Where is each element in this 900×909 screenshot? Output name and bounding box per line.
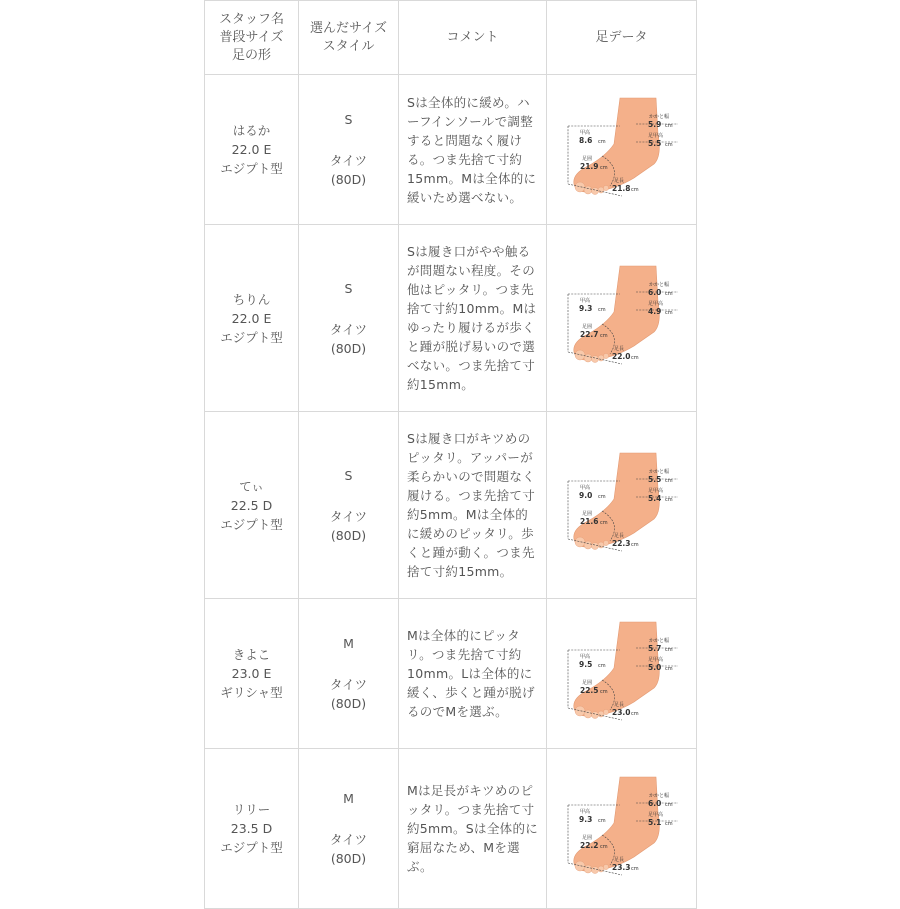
- comment-cell: Mは全体的にピッタリ。つま先捨て寸約10mm。Lは全体的に緩く、歩くと踵が脱げるのでMを選ぶ。: [399, 599, 547, 749]
- heel-unit: cm: [664, 122, 673, 129]
- heel-value: 6.0: [647, 798, 661, 808]
- style-denier: (80D): [330, 527, 367, 543]
- style-cell: [299, 749, 399, 909]
- height-value: 9.5: [578, 659, 592, 669]
- style-item: タイツ: [329, 508, 368, 524]
- heel-unit: cm: [664, 801, 673, 808]
- comment-cell: Sは履き口がやや触るが問題ない程度。その他はピッタリ。つま先捨て寸約10mm。Mはゆったり履けるが歩くと踵が脱げ易いので選べない。つま先捨て寸約15mm。: [399, 225, 547, 412]
- heel-unit: cm: [664, 291, 673, 297]
- instep-label: 足甲高: [647, 132, 663, 139]
- toe-mark: [603, 540, 608, 545]
- instep-label: 足甲高: [647, 811, 663, 818]
- table-row: [205, 225, 697, 412]
- toe-mark: [584, 541, 592, 549]
- comment-cell: Sは全体的に緩め。ハーフインソールで調整すると問題なく履ける。つま先捨て寸約15mm。Mは全体的に緩いため選べない。: [399, 75, 547, 225]
- header-style: [299, 1, 399, 75]
- header-staff-line: スタッフ名: [218, 11, 284, 27]
- length-label: 足長: [613, 177, 624, 184]
- toe-mark: [591, 543, 598, 550]
- style-denier: (80D): [330, 172, 367, 187]
- girth-unit: cm: [599, 164, 608, 171]
- toe-mark: [575, 350, 585, 360]
- header-staff: [205, 1, 299, 75]
- height-label: 甲高: [579, 129, 590, 136]
- toe-mark: [603, 353, 608, 358]
- instep-label: 足甲高: [647, 488, 663, 494]
- style-cell: [299, 599, 399, 749]
- height-label: 甲高: [579, 808, 590, 815]
- foot-diagram: [562, 262, 682, 374]
- toe-mark: [603, 709, 608, 714]
- girth-value: 21.6: [579, 517, 599, 526]
- staff-size: 22.0 E: [231, 142, 272, 157]
- length-label: 足長: [613, 533, 624, 539]
- length-unit: cm: [630, 542, 639, 548]
- instep-unit: cm: [664, 665, 673, 672]
- size-review-table-wrap: [204, 0, 696, 900]
- girth-unit: cm: [599, 688, 608, 695]
- staff-shape: エジプト型: [220, 840, 283, 855]
- height-unit: cm: [597, 494, 606, 500]
- toe-mark: [575, 182, 585, 192]
- staff-name: はるか: [232, 123, 271, 138]
- foot-diagram: [562, 94, 682, 206]
- length-value: 21.8: [611, 183, 631, 193]
- staff-cell: [205, 412, 299, 599]
- girth-label: 足囲: [581, 834, 592, 841]
- heel-label: かかと幅: [648, 282, 669, 288]
- staff-cell: [205, 599, 299, 749]
- style-denier: (80D): [330, 851, 367, 866]
- girth-unit: cm: [599, 843, 608, 850]
- staff-cell: [205, 75, 299, 225]
- table-row: [205, 75, 697, 225]
- comment-cell: Sは履き口がキツめのピッタリ。アッパーが柔らかいので問題なく履ける。つま先捨て寸約5mm。Mは全体的に緩めのピッタリ。歩くと踵が動く。つま先捨て寸約15mm。: [399, 412, 547, 599]
- chosen-size: S: [344, 112, 353, 127]
- style-item: タイツ: [329, 832, 368, 847]
- foot-diagram: [562, 449, 682, 561]
- header-foot-data: 足データ: [547, 1, 697, 75]
- instep-unit: cm: [664, 497, 673, 503]
- instep-value: 5.1: [647, 817, 661, 827]
- height-value: 9.3: [578, 814, 592, 824]
- heel-unit: cm: [664, 478, 673, 484]
- staff-name: きよこ: [232, 647, 271, 662]
- instep-value: 5.5: [647, 138, 661, 148]
- girth-unit: cm: [599, 333, 608, 339]
- heel-value: 5.9: [647, 119, 661, 129]
- toe-mark: [603, 864, 608, 869]
- length-value: 23.0: [611, 707, 631, 717]
- foot-data-cell: [547, 75, 697, 225]
- length-unit: cm: [630, 355, 639, 361]
- staff-shape: エジプト型: [220, 329, 283, 345]
- heel-label: かかと幅: [648, 637, 669, 644]
- foot-data-cell: [547, 749, 697, 909]
- table-row: [205, 599, 697, 749]
- girth-label: 足囲: [581, 155, 592, 162]
- height-value: 9.0: [578, 491, 592, 500]
- heel-label: かかと幅: [648, 469, 669, 475]
- staff-size: 22.0 E: [231, 310, 272, 326]
- staff-name: ちりん: [232, 291, 271, 307]
- comment-cell: Mは足長がキツめのピッタリ。つま先捨て寸約5mm。Sは全体的に窮屈なため、Mを選ぶ。: [399, 749, 547, 909]
- height-unit: cm: [597, 817, 606, 824]
- height-unit: cm: [597, 138, 606, 145]
- foot-data-cell: [547, 412, 697, 599]
- toe-mark: [584, 186, 592, 194]
- header-style-line: スタイル: [322, 38, 375, 54]
- instep-value: 4.9: [647, 307, 661, 316]
- instep-label: 足甲高: [647, 301, 663, 307]
- height-label: 甲高: [579, 653, 590, 660]
- heel-value: 6.0: [647, 288, 661, 297]
- length-value: 22.3: [611, 539, 631, 548]
- style-cell: [299, 75, 399, 225]
- staff-size: 23.0 E: [231, 666, 272, 681]
- staff-shape: エジプト型: [220, 161, 283, 176]
- header-comment: コメント: [399, 1, 547, 75]
- girth-label: 足囲: [581, 679, 592, 686]
- length-unit: cm: [630, 865, 639, 872]
- header-style-line: 選んだサイズ: [310, 20, 387, 36]
- instep-value: 5.4: [647, 494, 661, 503]
- staff-name: リリー: [232, 802, 271, 817]
- toe-mark: [591, 711, 598, 718]
- heel-label: かかと幅: [648, 113, 669, 120]
- girth-value: 21.9: [579, 161, 599, 171]
- style-item: タイツ: [329, 153, 368, 168]
- staff-shape: エジプト型: [220, 516, 283, 532]
- style-item: タイツ: [329, 321, 368, 337]
- length-unit: cm: [630, 710, 639, 717]
- size-review-table: [204, 0, 697, 909]
- table-row: [205, 412, 697, 599]
- girth-value: 22.2: [579, 840, 599, 850]
- heel-value: 5.5: [647, 475, 661, 484]
- toe-mark: [584, 354, 592, 362]
- heel-label: かかと幅: [648, 792, 669, 799]
- girth-label: 足囲: [581, 324, 592, 330]
- toe-mark: [584, 865, 592, 873]
- staff-shape: ギリシャ型: [220, 685, 283, 700]
- instep-unit: cm: [664, 141, 673, 148]
- staff-size: 22.5 D: [230, 497, 273, 513]
- girth-value: 22.5: [579, 685, 599, 695]
- toe-mark: [591, 866, 598, 873]
- foot-data-cell: [547, 225, 697, 412]
- header-staff-line: 足の形: [231, 47, 271, 63]
- chosen-size: S: [344, 280, 353, 296]
- heel-value: 5.7: [647, 643, 661, 653]
- girth-label: 足囲: [581, 511, 592, 517]
- foot-data-cell: [547, 599, 697, 749]
- style-cell: [299, 412, 399, 599]
- height-value: 8.6: [578, 135, 592, 145]
- length-label: 足長: [613, 346, 624, 352]
- staff-cell: [205, 749, 299, 909]
- heel-unit: cm: [664, 646, 673, 653]
- table-row: [205, 749, 697, 909]
- instep-unit: cm: [664, 310, 673, 316]
- staff-size: 23.5 D: [230, 821, 273, 836]
- girth-unit: cm: [599, 520, 608, 526]
- height-label: 甲高: [579, 298, 590, 304]
- instep-unit: cm: [664, 820, 673, 827]
- length-label: 足長: [613, 856, 624, 863]
- style-cell: [299, 225, 399, 412]
- style-denier: (80D): [330, 340, 367, 356]
- toe-mark: [584, 710, 592, 718]
- foot-diagram: [562, 618, 682, 730]
- toe-mark: [575, 861, 585, 871]
- style-item: タイツ: [329, 677, 368, 692]
- staff-name: てぃ: [239, 478, 264, 494]
- header-row: [205, 1, 697, 75]
- toe-mark: [575, 537, 585, 547]
- instep-value: 5.0: [647, 662, 661, 672]
- girth-value: 22.7: [579, 330, 599, 339]
- chosen-size: M: [343, 791, 354, 806]
- length-value: 23.3: [611, 862, 631, 872]
- staff-cell: [205, 225, 299, 412]
- length-unit: cm: [630, 186, 639, 193]
- height-value: 9.3: [578, 304, 592, 313]
- length-value: 22.0: [611, 352, 631, 361]
- instep-label: 足甲高: [647, 656, 663, 663]
- toe-mark: [591, 187, 598, 194]
- toe-mark: [603, 185, 608, 190]
- header-staff-line: 普段サイズ: [219, 29, 284, 45]
- toe-mark: [591, 356, 598, 363]
- height-unit: cm: [597, 662, 606, 669]
- foot-diagram: [562, 773, 682, 885]
- style-denier: (80D): [330, 696, 367, 711]
- height-unit: cm: [597, 307, 606, 313]
- height-label: 甲高: [579, 485, 590, 491]
- chosen-size: S: [344, 467, 353, 483]
- length-label: 足長: [613, 701, 624, 708]
- toe-mark: [575, 706, 585, 716]
- chosen-size: M: [343, 636, 354, 651]
